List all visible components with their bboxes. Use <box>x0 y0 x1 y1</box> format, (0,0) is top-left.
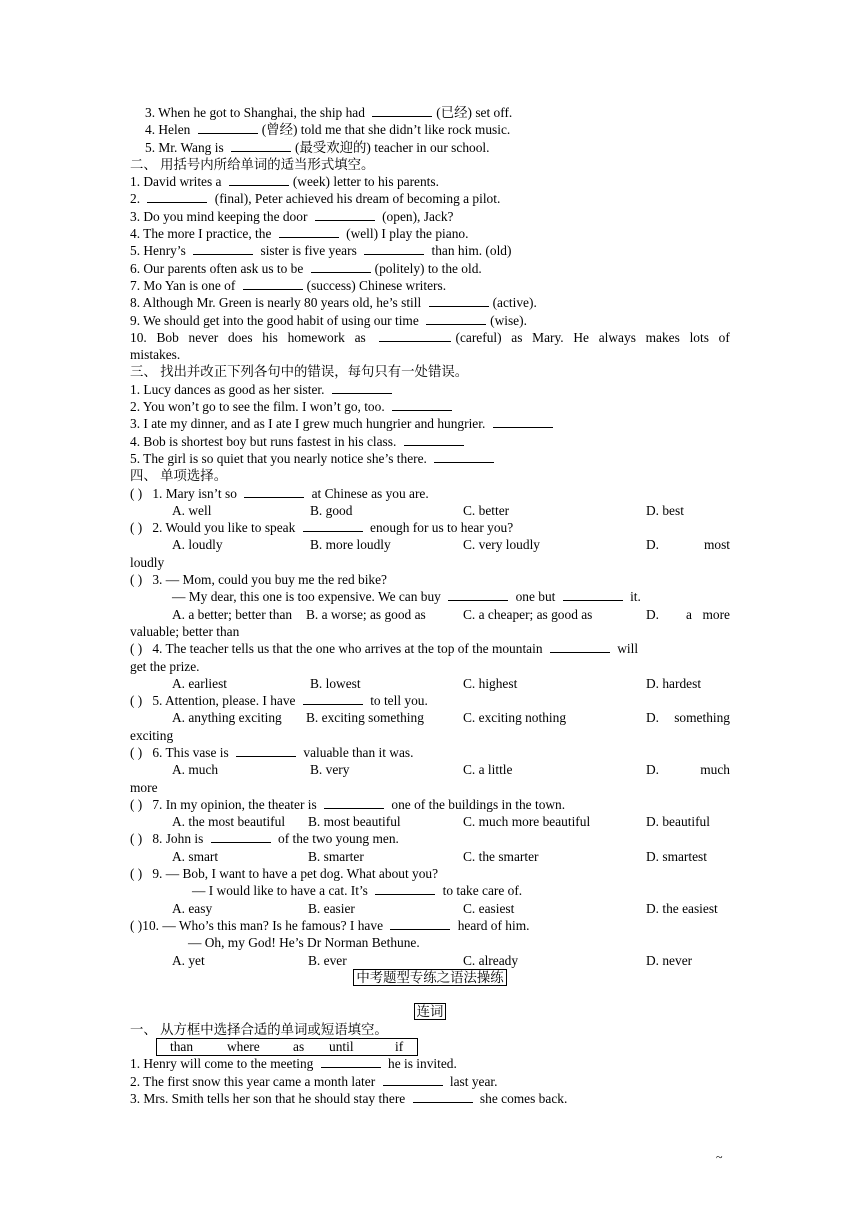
answer-blank <box>375 883 435 895</box>
s2-item-4: 4. The more I practice, the (well) I play the piano. <box>130 226 469 242</box>
answer-paren[interactable]: ( ) <box>130 485 143 501</box>
answer-blank[interactable] <box>426 313 486 325</box>
q7-stem: ( ) 7. In my opinion, the theater is one of the buildings in the town. <box>130 796 566 812</box>
s2-item-10: 10. Bob never does his homework as (careful) as Mary. He always makes lots of <box>130 329 730 345</box>
answer-paren[interactable]: ( ) <box>130 520 143 536</box>
answer-blank[interactable] <box>315 209 375 221</box>
spacer <box>130 986 730 1003</box>
option-d[interactable]: D. hardest <box>646 675 702 691</box>
answer-blank <box>448 589 508 601</box>
section-4-title: 四、 单项选择。 <box>130 468 228 484</box>
answer-blank[interactable] <box>279 226 339 238</box>
s5-item-1: 1. Henry will come to the meeting he is invited. <box>130 1056 457 1072</box>
s2-item-5: 5. Henry’s sister is five years than him. (old) <box>130 243 512 259</box>
answer-blank[interactable] <box>434 451 494 463</box>
option-d-text: more <box>702 606 730 622</box>
q5-stem: ( ) 5. Attention, please. I have to tell you. <box>130 693 428 709</box>
option-b[interactable]: B. exciting something <box>306 710 424 726</box>
answer-blank[interactable] <box>413 1091 473 1103</box>
answer-blank <box>563 589 623 601</box>
s3-item-1: 1. Lucy dances as good as her sister. <box>130 381 730 398</box>
answer-paren[interactable]: ( ) <box>130 641 143 657</box>
option-d[interactable]: D. beautiful <box>646 814 710 830</box>
option-b[interactable]: B. very <box>310 762 350 778</box>
answer-blank[interactable] <box>198 122 258 134</box>
q6-option-d-cont: more <box>130 779 158 795</box>
answer-blank <box>303 520 363 532</box>
answer-paren[interactable]: ( ) <box>130 866 143 882</box>
option-c[interactable]: C. a little <box>463 762 513 778</box>
answer-blank <box>550 641 610 653</box>
s3-item-5: 5. The girl is so quiet that you nearly notice she’s there. <box>130 450 730 467</box>
q10-options <box>130 952 730 969</box>
s1-item-4: 4. Helen (曾经) told me that she didn’t like rock music. <box>145 122 511 138</box>
option-d-text: a <box>686 606 692 622</box>
answer-paren[interactable]: ( ) <box>130 693 143 709</box>
q3-stem-2: — My dear, this one is too expensive. We can buy one but it. <box>172 589 641 605</box>
s5-item-3: 3. Mrs. Smith tells her son that he should stay there she comes back. <box>130 1090 568 1106</box>
q3-options <box>130 606 730 623</box>
s1-item-3: 3. When he got to Shanghai, the ship had (已经) set off. <box>145 105 513 120</box>
option-c[interactable]: C. highest <box>463 675 518 691</box>
s3-item-2: 2. You won’t go to see the film. I won’t go, too. <box>130 398 730 415</box>
option-d[interactable]: D. best <box>646 502 684 518</box>
q4-options <box>130 675 730 692</box>
page-mark: ~ <box>716 1150 723 1164</box>
word-box-item: until <box>329 1039 354 1055</box>
option-d[interactable]: D. <box>646 762 660 778</box>
answer-blank <box>236 745 296 757</box>
word-box-item: as <box>293 1039 305 1055</box>
answer-blank[interactable] <box>332 382 392 394</box>
option-a[interactable]: A. smart <box>172 848 219 864</box>
answer-paren[interactable]: ( ) <box>130 796 143 812</box>
answer-blank[interactable] <box>383 1074 443 1086</box>
answer-blank <box>211 831 271 843</box>
section-3-title: 三、 找出并改正下列各句中的错误，每句只有一处错误。 <box>130 364 469 380</box>
q6-options <box>130 761 730 778</box>
option-d[interactable]: D. <box>646 537 660 553</box>
option-d-text: most <box>703 537 730 553</box>
word-box-item: where <box>227 1039 260 1055</box>
option-d[interactable]: D. smartest <box>646 848 707 864</box>
s2-item-6: 6. Our parents often ask us to be (politely) to the old. <box>130 260 482 276</box>
s1-item-5: 5. Mr. Wang is (最受欢迎的) teacher in our school. <box>145 139 490 155</box>
option-a[interactable]: A. yet <box>172 952 205 968</box>
option-b[interactable]: B. easier <box>308 900 355 916</box>
option-d-text: much <box>700 762 730 778</box>
s2-item-10-cont: mistakes. <box>130 347 181 363</box>
answer-blank[interactable] <box>429 295 489 307</box>
option-c[interactable]: C. a cheaper; as good as <box>463 606 593 622</box>
option-b[interactable]: B. most beautiful <box>308 814 401 830</box>
answer-blank[interactable] <box>243 278 303 290</box>
q10-stem-2: — Oh, my God! He’s Dr Norman Bethune. <box>188 935 420 951</box>
q8-stem: ( ) 8. John is of the two young men. <box>130 831 399 847</box>
answer-blank[interactable] <box>231 140 291 152</box>
s3-item-3: 3. I ate my dinner, and as I ate I grew much hungrier and hungrier. <box>130 415 730 432</box>
q4-stem: ( ) 4. The teacher tells us that the one who arrives at the top of the mountain will <box>130 641 639 657</box>
s2-item-2: 2. (final), Peter achieved his dream of becoming a pilot. <box>130 191 501 207</box>
option-a[interactable]: A. a better; better than <box>172 606 293 622</box>
option-d[interactable]: D. <box>646 710 660 726</box>
answer-blank[interactable] <box>392 399 452 411</box>
option-c[interactable]: C. very loudly <box>463 537 540 553</box>
option-b[interactable]: B. lowest <box>310 675 361 691</box>
option-c[interactable]: C. already <box>463 952 519 968</box>
q9-stem-2: — I would like to have a cat. It’s to take care of. <box>192 883 523 899</box>
heading-main: 中考题型专练之语法操练 <box>353 969 506 986</box>
q2-option-d-cont: loudly <box>130 554 165 570</box>
q4-stem-2: get the prize. <box>130 658 200 674</box>
q1-options <box>130 502 730 519</box>
q7-options <box>130 813 730 830</box>
option-a[interactable]: A. much <box>172 762 219 778</box>
q10-stem: ( )10. — Who’s this man? Is he famous? I have heard of him. <box>130 917 530 933</box>
s3-item-4: 4. Bob is shortest boy but runs fastest in his class. <box>130 433 730 450</box>
q8-options <box>130 848 730 865</box>
s2-item-8: 8. Although Mr. Green is nearly 80 years old, he’s still (active). <box>130 295 537 311</box>
option-a[interactable]: A. loudly <box>172 537 223 553</box>
option-b[interactable]: B. good <box>310 502 353 518</box>
answer-paren[interactable]: ( ) <box>130 917 143 933</box>
option-d[interactable]: D. the easiest <box>646 900 718 916</box>
q2-options <box>130 536 730 553</box>
s2-item-9: 9. We should get into the good habit of using our time (wise). <box>130 312 527 328</box>
q9-stem: ( ) 9. — Bob, I want to have a pet dog. What about you? <box>130 866 439 882</box>
option-c[interactable]: C. the smarter <box>463 848 539 864</box>
option-b[interactable]: B. ever <box>308 952 347 968</box>
option-d[interactable]: D. <box>646 606 660 622</box>
option-c[interactable]: C. better <box>463 502 510 518</box>
answer-paren[interactable]: ( ) <box>130 744 143 760</box>
section-2-title: 二、 用括号内所给单词的适当形式填空。 <box>130 156 375 172</box>
q2-stem: ( ) 2. Would you like to speak enough for us to hear you? <box>130 520 514 536</box>
s2-item-3: 3. Do you mind keeping the door (open), Jack? <box>130 208 454 224</box>
heading-sub-row <box>130 1003 730 1020</box>
answer-blank[interactable] <box>193 243 253 255</box>
answer-paren[interactable]: ( ) <box>130 831 143 847</box>
option-c[interactable]: C. much more beautiful <box>463 814 591 830</box>
answer-blank[interactable] <box>364 243 424 255</box>
section-5-title: 一、 从方框中选择合适的单词或短语填空。 <box>130 1021 388 1037</box>
answer-blank[interactable] <box>321 1056 381 1068</box>
option-d-text: something <box>674 710 730 726</box>
answer-blank[interactable] <box>311 261 371 273</box>
q3-option-d-cont: valuable; better than <box>130 623 240 639</box>
heading-main-row <box>130 969 730 986</box>
option-c[interactable]: C. easiest <box>463 900 515 916</box>
answer-blank[interactable] <box>404 434 464 446</box>
option-d[interactable]: D. never <box>646 952 693 968</box>
option-a[interactable]: A. easy <box>172 900 213 916</box>
q9-options <box>130 900 730 917</box>
option-a[interactable]: A. earliest <box>172 675 228 691</box>
q5-option-d-cont: exciting <box>130 727 174 743</box>
answer-blank <box>244 486 304 498</box>
option-b[interactable]: B. a worse; as good as <box>306 606 426 622</box>
option-c[interactable]: C. exciting nothing <box>463 710 567 726</box>
heading-sub: 连词 <box>414 1003 447 1020</box>
answer-blank[interactable] <box>147 191 207 203</box>
q3-stem: ( ) 3. — Mom, could you buy me the red bike? <box>130 572 387 588</box>
q5-options <box>130 709 730 726</box>
word-box-row <box>130 1038 730 1055</box>
option-a[interactable]: A. well <box>172 502 212 518</box>
option-b[interactable]: B. more loudly <box>310 537 391 553</box>
answer-blank <box>303 693 363 705</box>
option-a[interactable]: A. the most beautiful <box>172 814 286 830</box>
s5-item-2: 2. The first snow this year came a month later last year. <box>130 1073 498 1089</box>
s2-item-7: 7. Mo Yan is one of (success) Chinese writers. <box>130 277 447 293</box>
worksheet-page <box>130 104 730 1107</box>
answer-blank <box>390 918 450 930</box>
option-b[interactable]: B. smarter <box>308 848 364 864</box>
answer-blank[interactable] <box>379 330 451 342</box>
answer-paren[interactable]: ( ) <box>130 572 143 588</box>
answer-blank[interactable] <box>493 416 553 428</box>
q6-stem: ( ) 6. This vase is valuable than it was. <box>130 744 414 760</box>
answer-blank <box>324 797 384 809</box>
answer-blank[interactable] <box>372 105 432 117</box>
option-a[interactable]: A. anything exciting <box>172 710 282 726</box>
s2-item-1: 1. David writes a (week) letter to his parents. <box>130 174 439 190</box>
word-box-item: if <box>395 1039 404 1055</box>
q1-stem: ( ) 1. Mary isn’t so at Chinese as you are. <box>130 485 429 501</box>
answer-blank[interactable] <box>229 174 289 186</box>
word-box <box>156 1038 418 1056</box>
word-box-item: than <box>170 1039 194 1055</box>
